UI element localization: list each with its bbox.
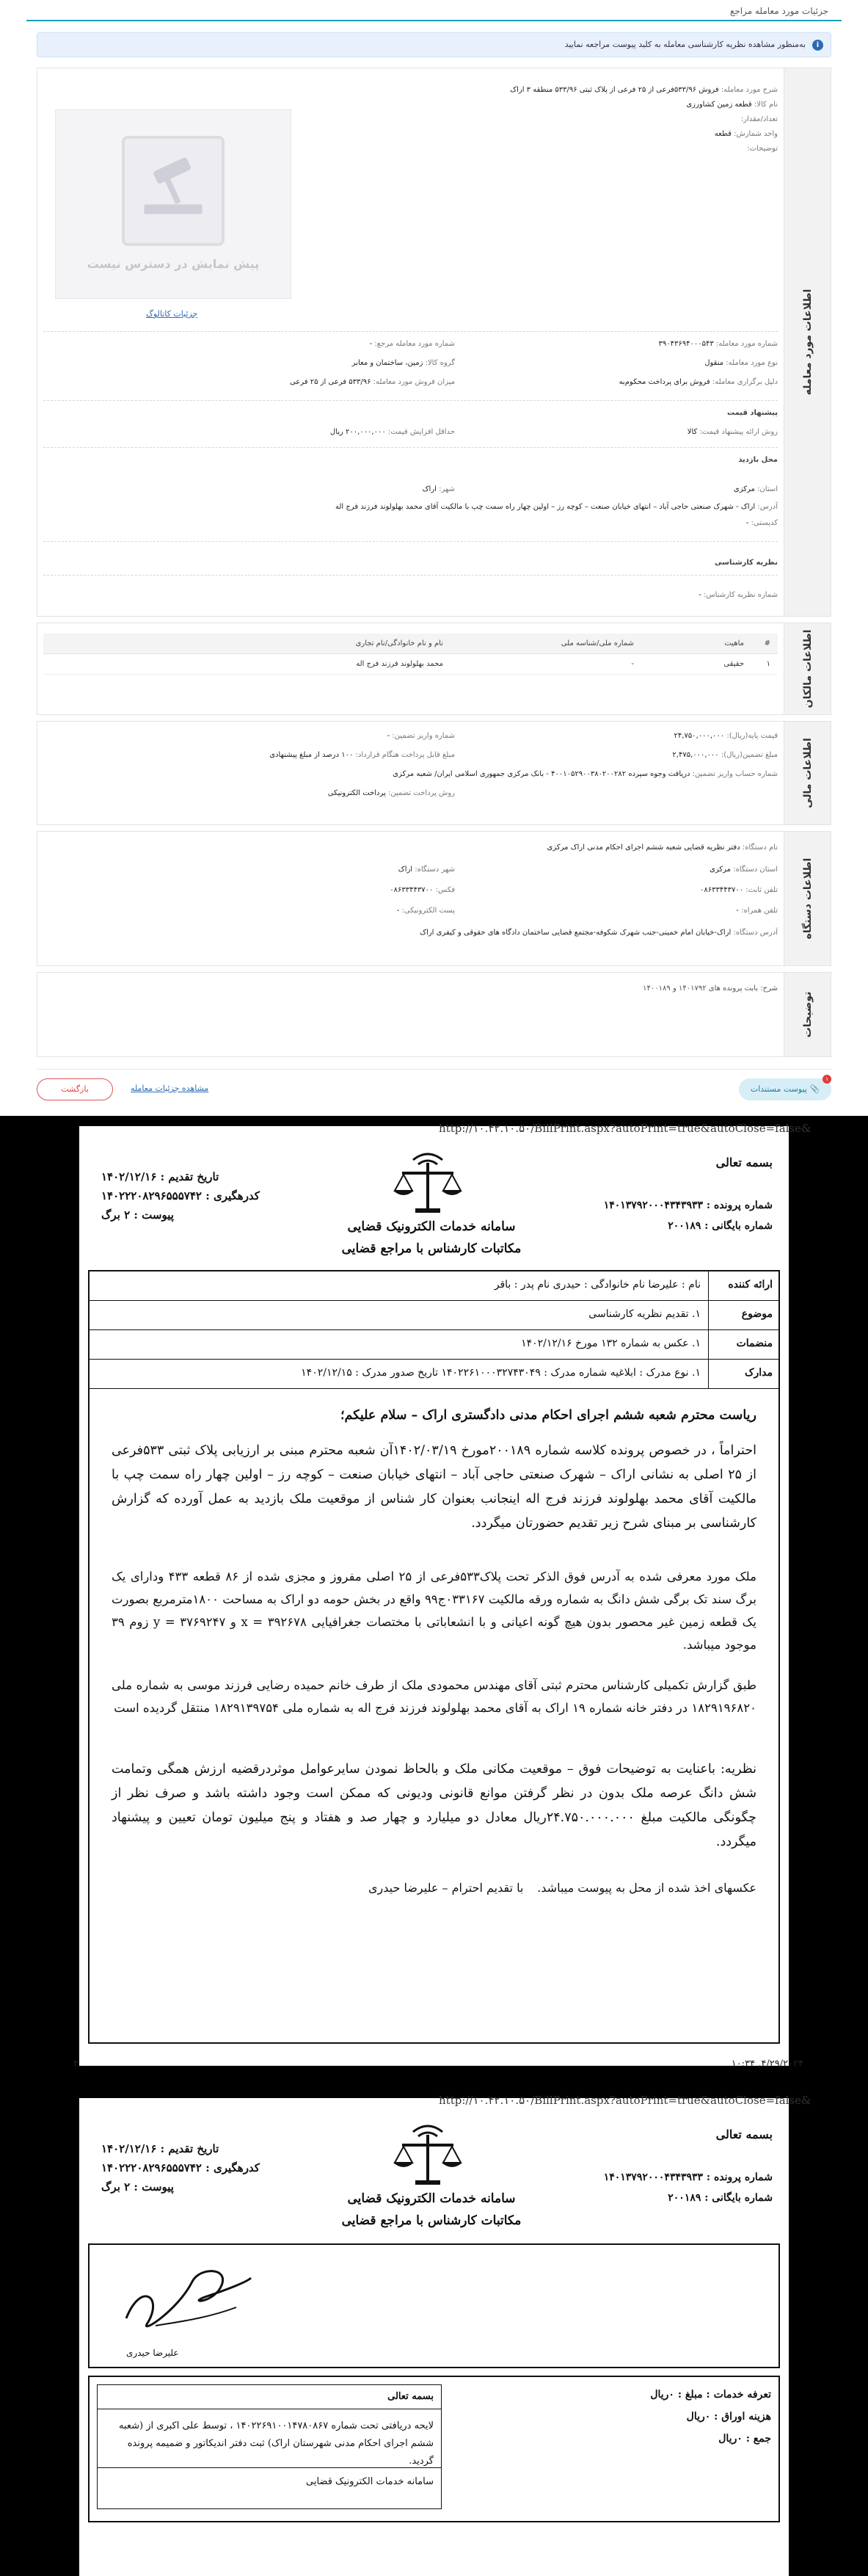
divider	[43, 447, 778, 448]
print-url: http://۱۰.۴۲.۱۰.۵۰/BillPrint.aspx?autoPrint=true&autoClose=false&	[439, 2094, 812, 2107]
archive-number: شماره بایگانی : ۲۰۰۱۸۹	[668, 2192, 773, 2204]
catalog-details-link[interactable]: جزئیات کاتالوگ	[146, 309, 198, 319]
subject-row: موضوع ۱. تقدیم نظریه کارشناسی	[90, 1301, 778, 1330]
photos-note: عکسهای اخذ شده از محل به پیوست میباشد.	[537, 1881, 756, 1895]
owners-section	[37, 623, 831, 715]
paper-cost: هزینه اوراق : ۰ریال	[686, 2411, 771, 2423]
deal-details-link[interactable]: مشاهده جزئیات معامله	[131, 1084, 209, 1093]
zip-field: کدپستی: -	[745, 519, 778, 527]
divider	[43, 541, 778, 542]
action-bar	[37, 1069, 831, 1106]
device-section-label: اطلاعات دستگاه	[784, 832, 831, 965]
info-notice-text: به‌منظور مشاهده نظریه کارشناسی معامله به کلید پیوست مراجعه نمایید	[564, 40, 806, 49]
property-section-body	[43, 74, 778, 610]
device-address-field: آدرس دستگاه: اراک-خیابان امام خمینی-جنب شهرک شکوفه-مجتمع قضایی ساختمان دادگاه های حقوقی و کیفری اراک	[420, 929, 778, 937]
paragraph-2: ملک مورد معرفی شده به آدرس فوق الذکر تحت پلاک۵۳۳فرعی از ۲۵ اصلی مفروز و مجزی شده از ۸۶ قطعه ۴۳۳ ودارای یک برگ سند تک برگی شش دانگ به شماره ورقه مالکیت ۰۳۳۱۶۷ج۹۹ واقع در بخش حومه دو اراک به مساحت ۱۸۰۰مترمربع بصورت یک قطعه زمین غیر محصور بدون هیچ گونه اعیانی و با انشعاباتی با مختصات جغرافیایی ۳۹۲۶۷۸ = x و ۳۷۶۹۲۴۷ = y زوم ۳۹ موجود میباشد.	[112, 1570, 756, 1652]
ref-no2-field: شماره مورد معامله مرجع: -	[369, 340, 455, 348]
divider	[43, 575, 778, 576]
page-number: ۲	[73, 2058, 79, 2069]
divider	[43, 331, 778, 332]
scanned-document-viewer[interactable]	[0, 1116, 868, 2576]
receipt-text: لایحه دریافتی تحت شماره ۱۴۰۲۲۶۹۱۰۰۱۴۷۸۰۸۶۷ ، توسط علی اکبری از (شعبه ششم اجرای احکام مدنی شهرستان اراک) ثبت دفتر اندیکاتور و ضمیمه پرونده گردید.	[118, 2420, 434, 2467]
unit-field: واحد شمارش: قطعه	[714, 130, 778, 138]
case-number: شماره پرونده : ۱۴۰۱۳۷۹۲۰۰۰۴۳۴۳۹۳۳	[603, 1200, 773, 1211]
deposit-field: مبلغ تضمین(ریال): ۲,۴۷۵,۰۰۰,۰۰۰	[672, 751, 778, 759]
placeholder-text: پیش نمایش در دسترس نیست	[87, 257, 260, 271]
cell-name: محمد بهلولوند فرزند فرج اله	[43, 654, 451, 675]
total-fee: جمع : ۰ریال	[718, 2433, 771, 2445]
signature-caption: علیرضا حیدری	[126, 2348, 179, 2358]
address-field: آدرس: اراک - شهرک صنعتی حاجی آباد – انتهای خیابان صنعت – کوچه رز – اولین چهار راه سمت چپ با مالکیت آقای محمد بهلولوند فرزند فرج اله	[335, 503, 778, 511]
min-price-field: حداقل افزایش قیمت: ۲۰۰,۰۰۰,۰۰۰ ریال	[329, 428, 455, 436]
device-city-field: شهر دستگاه: اراک	[398, 866, 455, 874]
pay-method-field: روش پرداخت تضمین: پرداخت الکترونیکی	[327, 789, 455, 797]
org-line-2: مکاتبات کارشناس با مراجع قضایی	[341, 1241, 522, 1256]
title-underline	[26, 20, 842, 21]
org-line-2: مکاتبات کارشناس با مراجع قضایی	[341, 2213, 522, 2228]
tracking-code: کدرهگیری : ۱۴۰۲۲۲۰۸۲۹۶۵۵۵۷۴۲	[101, 1189, 260, 1202]
device-phone-field: تلفن ثابت: ۰۸۶۳۳۴۴۳۷۰۰	[699, 886, 778, 894]
bismillah: بسمه تعالی	[715, 2127, 773, 2141]
device-section-body	[43, 838, 778, 959]
bismillah: بسمه تعالی	[715, 1155, 773, 1169]
back-button[interactable]: بازگشت	[37, 1078, 113, 1100]
judiciary-scales-icon	[380, 2122, 475, 2188]
owners-table	[43, 634, 778, 675]
org-line-1: سامانه خدمات الکترونیک قضایی	[347, 2191, 516, 2206]
attachments-button[interactable]: ۱ 📎 پیوست مستندات	[739, 1078, 831, 1100]
cell-national-id: -	[451, 654, 641, 675]
expert-heading: نظریه کارشناسی	[715, 559, 778, 567]
group-field: گروه کالا: زمین، ساختمان و معابر	[351, 359, 455, 367]
signature-frame	[88, 2243, 780, 2368]
province-field: استان: مرکزی	[733, 485, 778, 493]
descriptions-section-label: توضیحات	[784, 973, 831, 1056]
deal-details-page	[0, 0, 868, 1116]
owners-section-label: اطلاعات مالکان	[784, 623, 831, 714]
attachment-count: پیوست : ۲ برگ	[101, 2180, 174, 2194]
account-field: شماره حساب واریز تضمین: دریافت وجوه سپرده ۴۰۰۱۰۵۲۹۰۰۳۸۰۲۰۰۲۸۲ - بانک مرکزی جمهوری اسلامی ایران/ شعبه مرکزی	[393, 770, 778, 778]
docs-row: مدارک ۱. نوع مدرک : ابلاغیه شماره مدرک : ۱۴۰۲۲۶۱۰۰۰۳۲۷۴۳۰۴۹ تاریخ صدور مدرک : ۱۴۰۲/۱۲/۱۵	[90, 1360, 778, 1389]
document-page-2	[79, 2094, 812, 2576]
col-index: #	[751, 634, 778, 654]
desc-field: شرح مورد معامله: فروش ۵۳۳/۹۶فرعی از ۲۵ فرعی از پلاک ثبتی ۵۳۳/۹۶ منطقه ۳ اراک	[510, 86, 778, 94]
print-url: http://۱۰.۴۲.۱۰.۵۰/BillPrint.aspx?autoPrint=true&autoClose=false&	[439, 1122, 812, 1135]
divider	[43, 400, 778, 401]
document-page-1	[73, 1122, 812, 2069]
finance-section	[37, 721, 831, 825]
count-field: تعداد/مقدار:	[740, 115, 778, 123]
price-method-field: روش ارائه پیشنهاد قیمت: کالا	[687, 428, 778, 436]
table-row	[43, 654, 778, 675]
paragraph-4: نظریه: باعنایت به توضیحات فوق – موقعیت مکانی ملک و بالحاظ نمودن سایرعوامل موثردرقضیه ارزش همگی وتمامت شش دانگ عرصه ملک بدون در نظر گرفتن موانع قانونی ودیونی که ممکن است وجود داشته باشد و صرف نظر از چگونگی مالکیت مبلغ ۲۴.۷۵۰.۰۰۰.۰۰۰ریال معادل دو میلیارد و چهار صد و هفتاد و پنج میلیون تومان تعیین و پیشنهاد میگردد.	[112, 1762, 756, 1849]
case-number: شماره پرونده : ۱۴۰۱۳۷۹۲۰۰۰۴۳۴۳۹۳۳	[603, 2172, 773, 2183]
fees-frame	[88, 2376, 780, 2522]
attachment-count: پیوست : ۲ برگ	[101, 1208, 174, 1222]
descriptions-section	[37, 972, 831, 1057]
services-fee: تعرفه خدمات : مبلغ : ۰ریال	[650, 2389, 771, 2401]
device-fax-field: فکس: ۰۸۶۳۳۴۴۳۷۰۰	[390, 886, 455, 894]
notes-field: توضیحات:	[747, 145, 778, 153]
device-province-field: استان دستگاه: مرکزی	[710, 866, 778, 874]
judiciary-scales-icon	[380, 1150, 475, 1216]
col-national-id: شماره ملی/شناسه ملی	[451, 634, 641, 654]
submit-date: تاریخ تقدیم : ۱۴۰۲/۱۲/۱۶	[101, 2142, 219, 2155]
finance-section-body	[43, 728, 778, 819]
attachments-count-badge: ۱	[823, 1075, 831, 1084]
org-line-1: سامانه خدمات الکترونیک قضایی	[347, 1219, 516, 1234]
info-notice	[37, 32, 831, 57]
paperclip-icon: 📎	[809, 1084, 820, 1094]
receipt-box	[97, 2384, 442, 2509]
closing-line: با تقدیم احترام – علیرضا حیدری	[368, 1881, 524, 1895]
col-type: ماهیت	[641, 634, 751, 654]
device-section	[37, 831, 831, 966]
paragraph-3: طبق گزارش تکمیلی کارشناس محترم ثبتی آقای مهندس محمودی ملک از طرف خانم حمیده رضایی فرزند موسی به شماره ملی ۱۸۲۹۱۹۶۸۲۰ در دفتر خانه شماره ۱۹ اراک به آقای محمد بهلولوند فرزند فرج اله به شماره ملی ۱۸۲۹۱۳۹۷۵۴ منتقل گردیده است	[112, 1678, 756, 1715]
document-frame	[88, 1270, 780, 2044]
base-price-field: قیمت پایه(ریال): ۲۴,۷۵۰,۰۰۰,۰۰۰	[674, 732, 778, 740]
method-field: دلیل برگزاری معامله: فروش برای پرداخت محکوم‌به	[619, 378, 778, 386]
device-mobile-field: تلفن همراه: -	[736, 907, 778, 915]
gavel-placeholder-icon	[122, 136, 225, 246]
parcel-field: میزان فروش مورد معامله: ۵۳۳/۹۶ فرعی از ۲۵ فرعی	[289, 378, 455, 386]
info-icon: i	[812, 40, 823, 51]
device-email-field: پست الکترونیکی: -	[396, 907, 455, 915]
annex-row: منضمات ۱. عکس به شماره ۱۳۲ مورخ ۱۴۰۲/۱۲/۱۶	[90, 1330, 778, 1360]
item-name-field: نام کالا: قطعه زمین کشاورزی	[686, 101, 778, 109]
receipt-title: بسمه تعالی	[387, 2391, 434, 2402]
kind-field: نوع مورد معامله: منقول	[704, 359, 778, 367]
page-title: جزئیات مورد معامله مراجع	[729, 6, 828, 16]
tracking-code: کدرهگیری : ۱۴۰۲۲۲۰۸۲۹۶۵۵۵۷۴۲	[101, 2161, 260, 2174]
submitter-row: ارائه کننده نام : علیرضا نام خانوادگی : حیدری نام پدر : باقر	[90, 1271, 778, 1301]
owners-table-wrap	[43, 634, 778, 708]
archive-number: شماره بایگانی : ۲۰۰۱۸۹	[668, 1220, 773, 1232]
expert-no-field: شماره نظریه کارشناس: -	[699, 591, 778, 599]
ref-no-field: شماره مورد معامله: ۳۹۰۴۳۶۹۴۰۰۰۵۴۳	[658, 340, 778, 348]
property-section	[37, 68, 831, 617]
submit-date: تاریخ تقدیم : ۱۴۰۲/۱۲/۱۶	[101, 1170, 219, 1183]
descriptions-section-body	[43, 979, 778, 1051]
proposal-heading: پیشنهاد قیمت	[727, 409, 778, 417]
pay-field: مبلغ قابل پرداخت هنگام قرارداد: ۱۰۰ درصد از مبلغ پیشنهادی	[269, 751, 455, 759]
device-name-field: نام دستگاه: دفتر نظریه قضایی شعبه ششم اجرای احکام مدنی اراک مرکزی	[547, 843, 778, 852]
finance-section-label: اطلاعات مالی	[784, 722, 831, 824]
cell-type: حقیقی	[641, 654, 751, 675]
visit-heading: محل بازدید	[738, 456, 778, 464]
page-timestamp: ۱۰:۳۴ ,۴/۲۹/۲۰۲۴	[731, 2058, 803, 2069]
receipt-footer: سامانه خدمات الکترونیک قضایی	[306, 2476, 434, 2487]
image-placeholder	[55, 109, 291, 299]
deposit-no-field: شماره واریز تضمین: -	[387, 732, 455, 740]
city-field: شهر: اراک	[422, 485, 455, 493]
salutation: ریاست محترم شعبه ششم اجرای احکام مدنی دادگستری اراک – سلام علیکم؛	[340, 1408, 756, 1423]
signature-image	[112, 2252, 258, 2340]
paragraph-1: احتراماً ، در خصوص پرونده کلاسه شماره ۲۰۰۱۸۹مورخ ۱۴۰۲/۰۳/۱۹آن شعبه محترم مبنی بر ارزیابی پلاک ثبتی ۵۳۳فرعی از ۲۵ اصلی به نشانی اراک – شهرک صنعتی حاجی آباد – انتهای خیابان صنعت – کوچه رز – اولین چهار راه سمت چپ با مالکیت آقای محمد بهلولوند فرزند فرج اله اینجانب بعنوان کار شناس از موقعیت ملک بازدید به عمل آورده که گزارش کارشناسی بر مبنای شرح زیر تقدیم حضورتان میگردد.	[112, 1443, 756, 1531]
col-name: نام و نام خانوادگی/نام تجاری	[43, 634, 451, 654]
cell-index: ۱	[751, 654, 778, 675]
property-section-label: اطلاعات مورد معامله	[784, 68, 831, 616]
receipt-divider	[98, 2467, 441, 2468]
descriptions-text: شرح: بابت پرونده های ۱۴۰۱۷۹۲ و ۱۴۰۰۱۸۹	[643, 984, 778, 993]
